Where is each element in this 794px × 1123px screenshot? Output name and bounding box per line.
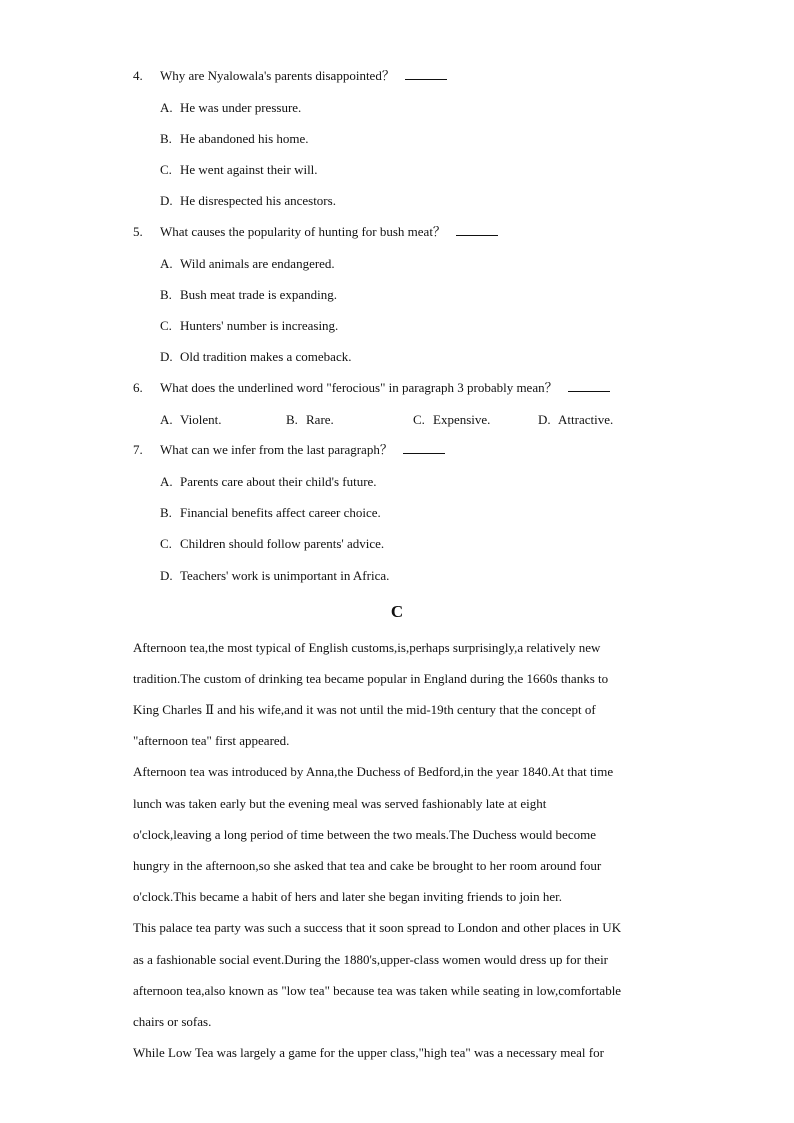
option-text: Attractive. (558, 412, 614, 427)
answer-blank[interactable] (405, 68, 447, 80)
option-letter: D. (160, 349, 173, 364)
passage-line: This palace tea party was such a success that it soon spread to London and other places in UK (133, 920, 622, 935)
option-text: Parents care about their child's future. (180, 474, 377, 489)
option-text: Wild animals are endangered. (180, 256, 335, 271)
option-letter: A. (160, 100, 173, 115)
passage-line: o'clock,leaving a long period of time between the two meals.The Duchess would become (133, 827, 596, 842)
passage-line: King Charles Ⅱ and his wife,and it was not until the mid-19th century that the concept of (133, 702, 596, 717)
question-5-number: 5. (133, 224, 143, 239)
question-4-option-d[interactable] (160, 193, 336, 209)
section-heading: C (390, 602, 404, 621)
option-text: He disrespected his ancestors. (180, 193, 336, 208)
option-letter: C. (160, 318, 172, 333)
option-text: Violent. (180, 412, 222, 427)
passage-line: While Low Tea was largely a game for the upper class,"high tea" was a necessary meal for (133, 1045, 604, 1060)
question-4-stem (160, 68, 447, 84)
question-6-option-c[interactable] (413, 412, 490, 428)
question-7-option-b[interactable] (160, 505, 381, 521)
passage-line: "afternoon tea" first appeared. (133, 733, 290, 748)
question-7-option-a[interactable] (160, 474, 377, 490)
option-letter: C. (160, 162, 172, 177)
option-letter: B. (286, 412, 298, 427)
option-text: Expensive. (433, 412, 491, 427)
question-6-stem (160, 380, 610, 396)
question-4-text: Why are Nyalowala's parents disappointed？ (160, 68, 395, 83)
passage-line: Afternoon tea was introduced by Anna,the Duchess of Bedford,in the year 1840.At that time (133, 764, 614, 779)
question-5-option-c[interactable] (160, 318, 338, 334)
question-7-option-c[interactable] (160, 536, 384, 552)
option-text: Rare. (306, 412, 334, 427)
question-7-number: 7. (133, 442, 143, 457)
question-5-text: What causes the popularity of hunting for bush meat？ (160, 224, 446, 239)
question-6-option-d[interactable] (538, 412, 613, 428)
option-letter: D. (160, 193, 173, 208)
question-4-number: 4. (133, 68, 143, 83)
passage-line: Afternoon tea,the most typical of English customs,is,perhaps surprisingly,a relatively new (133, 640, 601, 655)
question-6-text: What does the underlined word "ferocious" in paragraph 3 probably mean？ (160, 380, 558, 395)
passage-line: chairs or sofas. (133, 1014, 212, 1029)
option-letter: D. (160, 568, 173, 583)
option-letter: A. (160, 474, 173, 489)
passage-line: o'clock.This became a habit of hers and later she began inviting friends to join her. (133, 889, 563, 904)
option-text: He went against their will. (180, 162, 318, 177)
option-letter: A. (160, 412, 173, 427)
option-text: He abandoned his home. (180, 131, 309, 146)
passage-line: tradition.The custom of drinking tea became popular in England during the 1660s thanks to (133, 671, 609, 686)
question-4-option-a[interactable] (160, 100, 301, 116)
option-letter: B. (160, 131, 172, 146)
question-6-option-b[interactable] (286, 412, 334, 428)
option-text: He was under pressure. (180, 100, 302, 115)
question-7-stem (160, 442, 445, 458)
option-letter: C. (160, 536, 172, 551)
option-letter: A. (160, 256, 173, 271)
option-text: Hunters' number is increasing. (180, 318, 339, 333)
option-text: Children should follow parents' advice. (180, 536, 385, 551)
answer-blank[interactable] (568, 380, 610, 392)
question-5-option-a[interactable] (160, 256, 335, 272)
answer-blank[interactable] (456, 224, 498, 236)
answer-blank[interactable] (403, 442, 445, 454)
option-letter: B. (160, 287, 172, 302)
option-text: Old tradition makes a comeback. (180, 349, 352, 364)
question-7-text: What can we infer from the last paragraph？ (160, 442, 393, 457)
question-6-number: 6. (133, 380, 143, 395)
question-5-stem (160, 224, 498, 240)
option-text: Teachers' work is unimportant in Africa. (180, 568, 390, 583)
option-letter: D. (538, 412, 551, 427)
option-text: Financial benefits affect career choice. (180, 505, 381, 520)
passage-line: afternoon tea,also known as "low tea" because tea was taken while seating in low,comfortable (133, 983, 622, 998)
question-5-option-d[interactable] (160, 349, 351, 365)
passage-line: hungry in the afternoon,so she asked that tea and cake be brought to her room around four (133, 858, 602, 873)
passage-line: as a fashionable social event.During the 1880's,upper-class women would dress up for their (133, 952, 609, 967)
passage-line: lunch was taken early but the evening meal was served fashionably late at eight (133, 796, 547, 811)
option-letter: B. (160, 505, 172, 520)
question-6-option-a[interactable] (160, 412, 221, 428)
option-text: Bush meat trade is expanding. (180, 287, 338, 302)
question-4-option-c[interactable] (160, 162, 318, 178)
question-7-option-d[interactable] (160, 568, 389, 584)
question-4-option-b[interactable] (160, 131, 309, 147)
option-letter: C. (413, 412, 425, 427)
question-5-option-b[interactable] (160, 287, 337, 303)
